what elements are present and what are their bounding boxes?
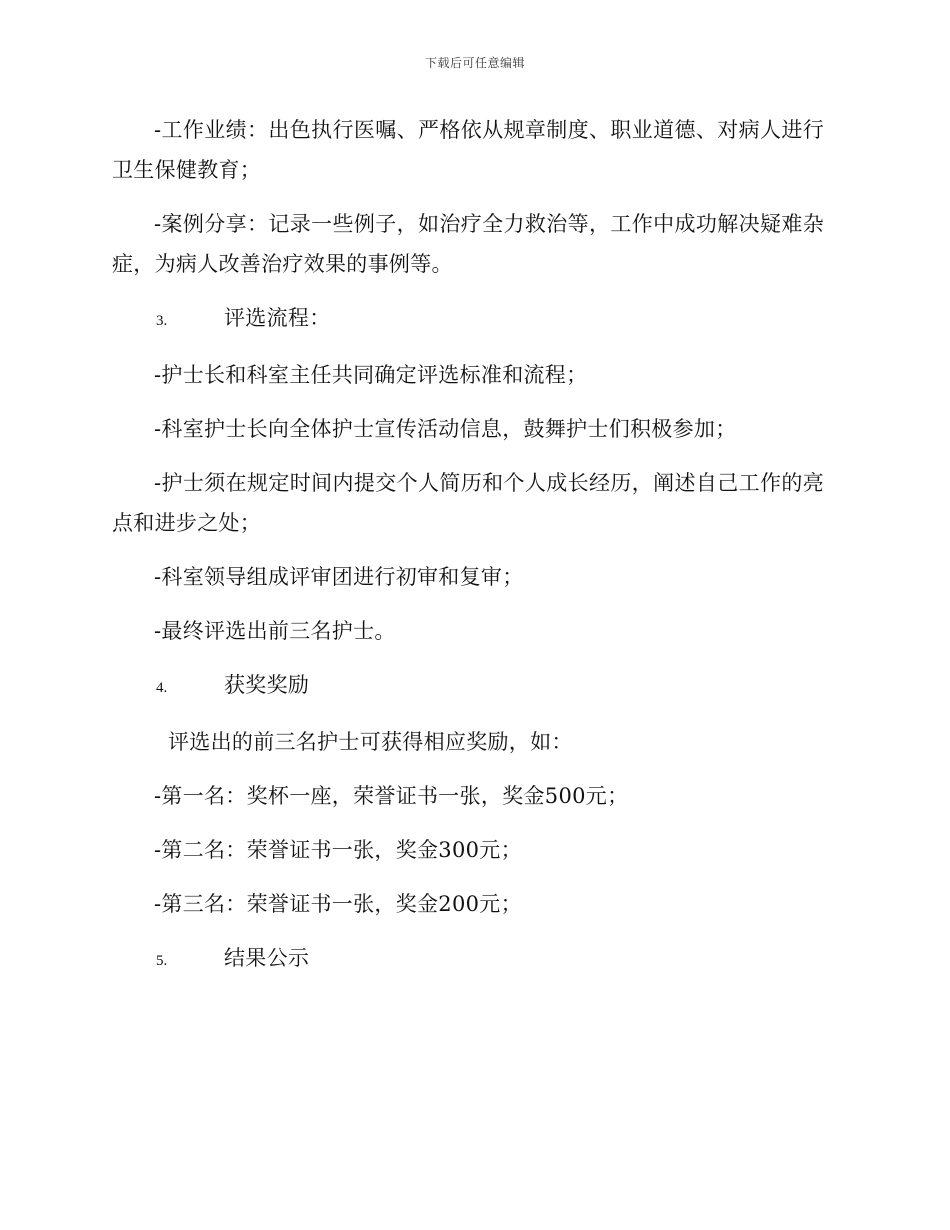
section-title: 获奖奖励 — [224, 673, 310, 697]
paragraph-award-second: -第二名：荣誉证书一张，奖金300元； — [154, 838, 522, 862]
paragraph-award-first: -第一名：奖杯一座，荣誉证书一张，奖金500元； — [154, 784, 629, 808]
paragraph-process-4: -科室领导组成评审团进行初审和复审； — [154, 565, 524, 589]
section-heading-4 — [112, 665, 824, 708]
paragraph-process-3: -护士须在规定时间内提交个人简历和个人成长经历，阐述自己工作的亮点和进步之处； — [112, 471, 824, 535]
paragraph-process-1: -护士长和科室主任共同确定评选标准和流程； — [154, 363, 588, 387]
paragraph-process-5: -最终评选出前三名护士。 — [154, 619, 396, 643]
paragraph-process-2: -科室护士长向全体护士宣传活动信息，鼓舞护士们积极参加； — [154, 417, 737, 441]
paragraph-award-intro: 评选出的前三名护士可获得相应奖励，如： — [168, 730, 573, 754]
page-header: 下载后可任意编辑 — [424, 56, 525, 70]
paragraph-case-sharing: -案例分享：记录一些例子，如治疗全力救治等，工作中成功解决疑难杂症，为病人改善治疗效果的事例等。 — [112, 212, 824, 276]
section-title: 结果公示 — [224, 946, 310, 970]
section-heading-3 — [112, 298, 824, 341]
section-heading-5 — [112, 938, 824, 981]
section-title: 评选流程： — [224, 306, 331, 330]
section-number: 3. — [156, 313, 168, 329]
section-number: 5. — [156, 953, 168, 969]
paragraph-award-third: -第三名：荣誉证书一张，奖金200元； — [154, 892, 522, 916]
paragraph-work-performance: -工作业绩：出色执行医嘱、严格依从规章制度、职业道德、对病人进行卫生保健教育； — [112, 118, 824, 182]
section-number: 4. — [156, 680, 168, 696]
document-body — [112, 110, 824, 995]
